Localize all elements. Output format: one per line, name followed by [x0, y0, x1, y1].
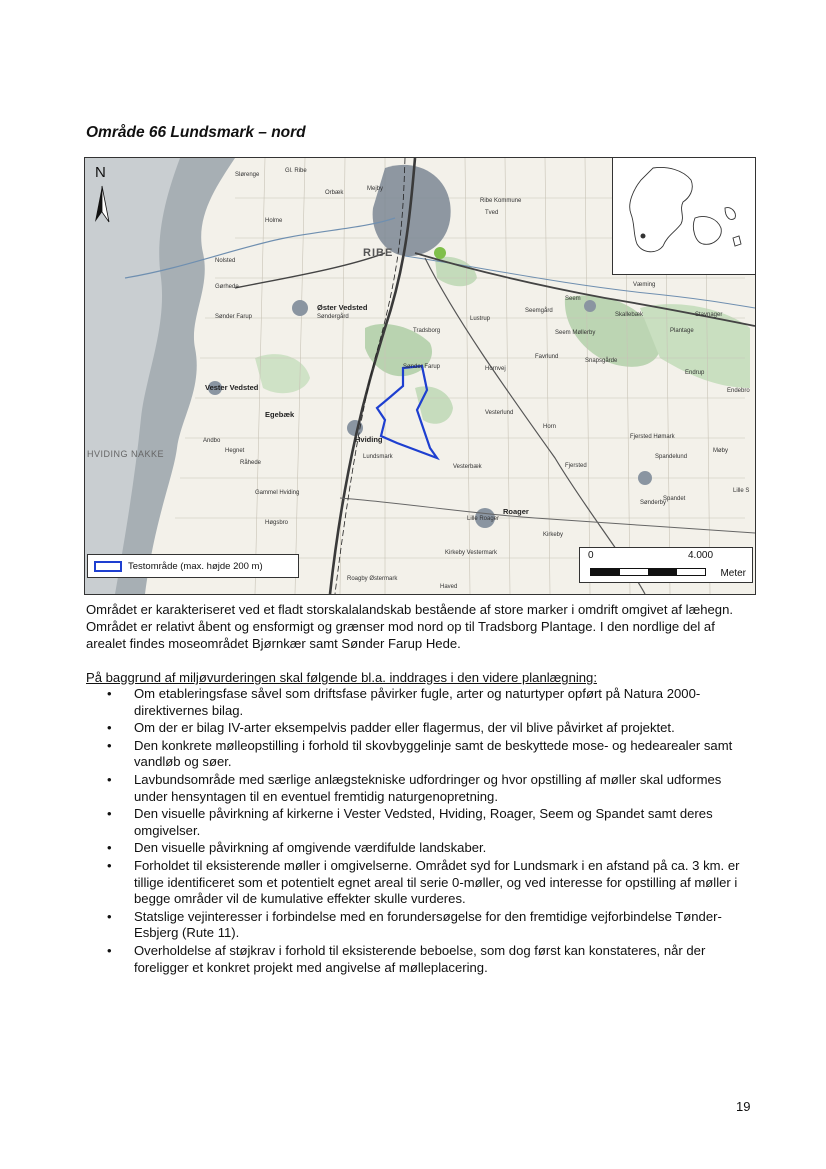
label-tradsborg: Tradsborg — [413, 328, 441, 334]
north-arrow — [91, 164, 113, 226]
label-hornvej: Hornvej — [485, 366, 506, 372]
label-kirkeby: Kirkeby — [543, 532, 564, 538]
label-sonder-farup: Sønder Farup — [215, 314, 253, 320]
label-holme: Holme — [265, 218, 283, 224]
label-hegnet: Hegnet — [225, 448, 245, 454]
description-paragraph: Området er karakteriseret ved et fladt storskalalandskab bestående af store marker i omdrift omgivet af læhegn. Området er relativt åbent og ensformigt og grænser mod nord op til Tradsborg Plantage. I den nordlige del af arealet findes moseområdet Bjørnkær samt Sønder Farup Hede. — [86, 602, 733, 651]
road-roager — [340, 498, 755, 533]
oester-vedsted-village — [292, 300, 308, 316]
label-spandet: Spandet — [663, 496, 686, 502]
label-fjersted: Fjersted — [565, 463, 587, 469]
label-sonder-farup-2: Sønder Farup — [403, 364, 441, 370]
label-kirkeby-vestermark: Kirkeby Vestermark — [445, 550, 498, 556]
scale-unit: Meter — [720, 568, 746, 579]
label-egebaek: Egebæk — [265, 410, 295, 419]
label-spandelund: Spandelund — [655, 454, 688, 460]
label-horn: Horn — [543, 424, 557, 430]
label-endebro: Endebro — [727, 388, 750, 394]
label-tved: Tved — [485, 210, 499, 216]
list-item: • Om etableringsfase såvel som driftsfase påvirker fugle, arter og naturtyper opført på Natura 2000-direktivernes bilag. — [86, 686, 758, 719]
label-seem: Seem — [565, 296, 581, 302]
label-stavnager: Stavnager — [695, 312, 723, 318]
label-nolsted: Nolsted — [215, 258, 236, 264]
scale-end: 4.000 — [688, 550, 714, 561]
label-seem-mollerby: Seem Møllerby — [555, 330, 596, 336]
label-orbaek: Orbæk — [325, 190, 344, 196]
list-item: • Statslige vejinteresser i forbindelse med en forundersøgelse for den fremtidige vejforbindelse Tønder-Esbjerg (Rute 11). — [86, 909, 758, 942]
label-gorhede: Gørhede — [215, 284, 239, 290]
label-vester-vedsted: Vester Vedsted — [205, 383, 259, 392]
scale-bar — [579, 547, 753, 583]
ribe-town — [373, 165, 451, 256]
label-roager: Roager — [503, 507, 529, 516]
label-vesterlund: Vesterlund — [485, 410, 514, 416]
label-moeby: Møby — [713, 448, 728, 454]
label-lustrup: Lustrup — [470, 316, 491, 322]
label-snapsgaarde: Snapsgårde — [585, 358, 618, 364]
page-number: 19 — [736, 1099, 751, 1114]
label-vaeming: Væming — [633, 282, 656, 288]
label-ribe: RIBE — [363, 247, 394, 259]
label-hogsbro: Høgsbro — [265, 520, 289, 526]
list-item: • Lavbundsområde med særlige anlægstekniske udfordringer og hvor opstilling af møller skal udformes under hensyntagen til en eventuel fremtidig naturgenopretning. — [86, 772, 758, 805]
label-favrlund: Favrlund — [535, 354, 559, 360]
north-label: N — [95, 164, 106, 181]
label-vestarbaek: Vesterbæk — [453, 464, 482, 470]
planning-list — [86, 686, 758, 977]
legend-label: Testområde (max. højde 200 m) — [128, 560, 263, 572]
label-plantage: Plantage — [670, 328, 694, 334]
section-title: Område 66 Lundsmark – nord — [86, 124, 306, 141]
list-item: • Den konkrete mølleopstilling i forhold til skovbyggelinje samt de beskyttede mose- og hedearealer samt vandløb og søer. — [86, 738, 758, 771]
area-map — [84, 157, 756, 595]
label-mejby: Mejby — [367, 186, 384, 192]
label-seemgaard: Seemgård — [525, 308, 553, 314]
label-gl-ribe: Gl. Ribe — [285, 168, 307, 174]
label-haved: Haved — [440, 584, 458, 590]
list-item: • Forholdet til eksisterende møller i omgivelserne. Området syd for Lundsmark i en afstand på ca. 3 km. er tillige identificeret som et potentielt egnet areal til serie 0-møller, og ved interesse for opstilling af møller i begge områder vil de kumulative effekter skulle vurderes. — [86, 858, 758, 908]
label-hviding: Hviding — [355, 435, 383, 444]
map-legend — [87, 554, 299, 578]
list-item: • Overholdelse af støjkrav i forhold til eksisterende beboelse, som dog først kan konstateres, når der foreligger et konkret projekt med angivelse af mølleplacering. — [86, 943, 758, 976]
label-oester-vedsted: Øster Vedsted — [317, 303, 368, 312]
denmark-overview-inset — [612, 158, 756, 275]
list-item: • Den visuelle påvirkning af kirkerne i Vester Vedsted, Hviding, Roager, Seem og Spandet samt deres omgivelser. — [86, 806, 758, 839]
label-lille-s: Lille S — [733, 488, 750, 494]
list-item: • Om der er bilag IV-arter eksempelvis padder eller flagermus, der vil blive påvirket af projektet. — [86, 720, 758, 737]
test-area-swatch — [94, 561, 122, 572]
label-endrup: Endrup — [685, 370, 705, 376]
label-raahede: Råhede — [240, 460, 262, 466]
scale-start: 0 — [588, 550, 594, 561]
ribe-cathedral-marker — [434, 247, 446, 259]
list-item: • Den visuelle påvirkning af omgivende værdifulde landskaber. — [86, 840, 758, 857]
planning-subheading: På baggrund af miljøvurderingen skal følgende bl.a. inddrages i den videre planlægning: — [86, 670, 597, 685]
label-lille-roager: Lille Roager — [467, 516, 500, 522]
scale-bar-graphic — [590, 568, 706, 576]
label-sonderby: Sønderby — [640, 500, 667, 506]
label-ribe-kommune: Ribe Kommune — [480, 198, 522, 204]
label-skallebaek: Skallebæk — [615, 312, 644, 318]
label-hviding-nakke: HVIDING NAKKE — [87, 449, 165, 459]
spandet-village — [638, 471, 652, 485]
forest-west — [255, 354, 310, 393]
hviding-village — [347, 420, 363, 436]
label-slorenge: Slørenge — [235, 172, 260, 178]
label-andbo: Andbo — [203, 438, 221, 444]
seem-village — [584, 300, 596, 312]
label-sondergaard: Søndergård — [317, 314, 349, 320]
label-gammel-hviding: Gammel Hviding — [255, 490, 300, 496]
denmark-outline-icon — [613, 158, 756, 274]
label-fjersted-hoemark: Fjersted Hømark — [630, 434, 675, 440]
label-roagby-oestermark: Roagby Østermark — [347, 576, 398, 582]
label-lundsmark: Lundsmark — [363, 454, 393, 460]
